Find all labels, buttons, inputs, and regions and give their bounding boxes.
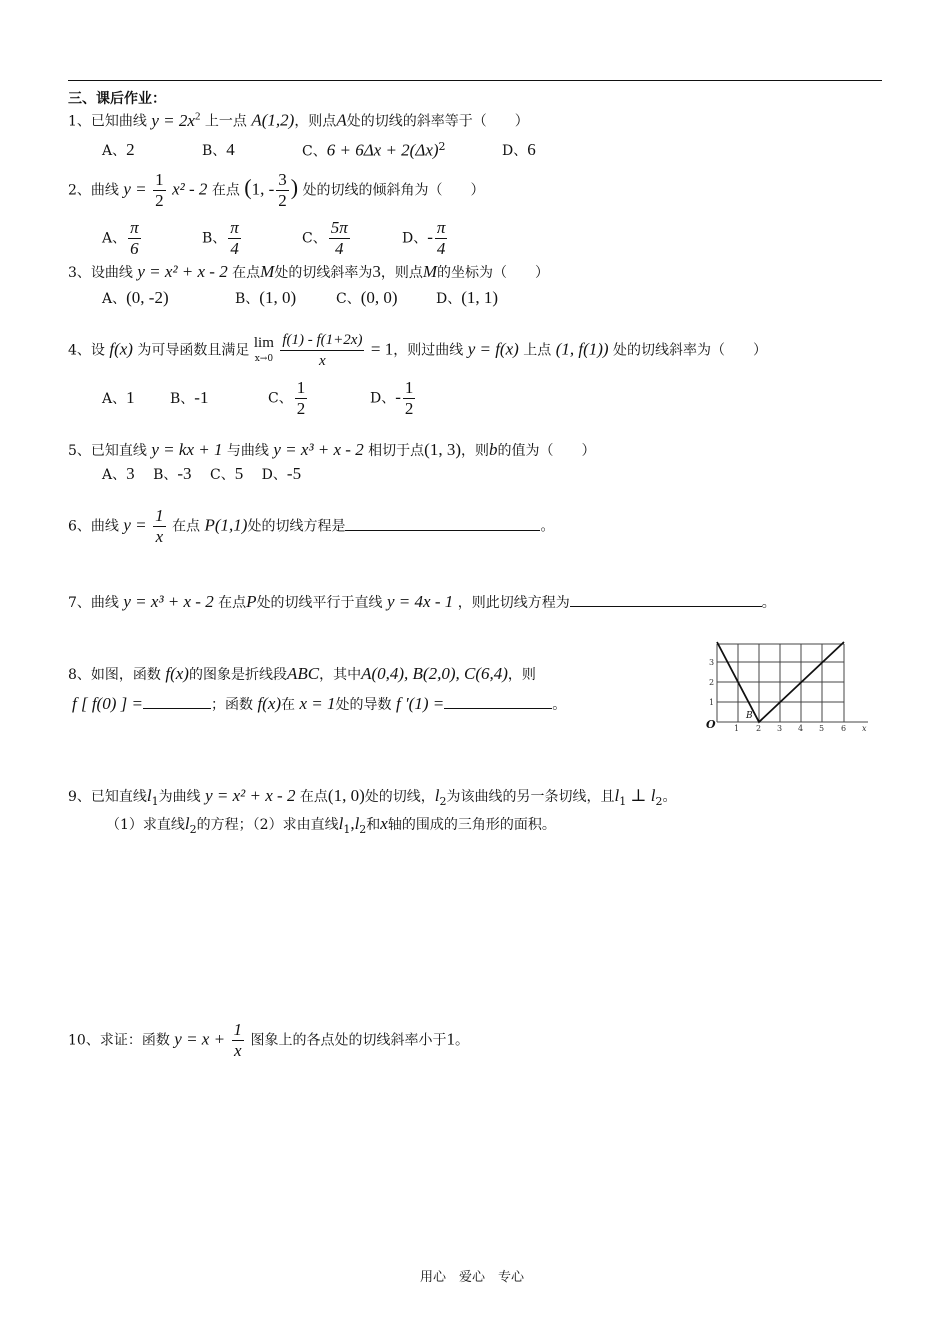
- question-2: 2、曲线 y = $\frac{1}{2}$ x² - 2 在点 (1, - $\frac{3}{2}$ ) 处的切线的倾斜角为（ ）: [68, 170, 485, 210]
- q3-option-c: C、(0, 0): [336, 288, 398, 307]
- q8-graph-origin: O: [706, 718, 716, 731]
- q8-graph-xlabel: x: [862, 724, 867, 733]
- q8-graph-xtick-4: 4: [798, 724, 804, 733]
- question-9-subparts: （1）求直线$l_2$的方程；（2）求由直线$l_1,l_2$和x轴的围成的三角形的面积。: [106, 814, 556, 836]
- q7-answer-blank[interactable]: [570, 606, 762, 607]
- q1-option-b: B、4: [202, 140, 235, 159]
- q2-option-c: C、 $\frac{5\pi}{4}$: [302, 218, 348, 258]
- q8-graph-ytick-2: 2: [709, 678, 715, 687]
- q8-graph-ytick-1: 1: [709, 698, 715, 707]
- q1-option-c: C、$6 + 6\Delta x + 2(\Delta x)^2$: [302, 140, 446, 160]
- q2-option-b: B、 $\frac{\pi}{4}$: [202, 218, 239, 258]
- question-5: 5、已知直线 y = kx + 1 与曲线 y = x³ + x - 2 相切于点(1, 3)，则b的值为（ ）: [68, 440, 596, 459]
- question-10: 10、求证：函数 y = x + $\frac{1}{x}$ 图象上的各点处的切线斜率小于1。: [68, 1020, 469, 1060]
- question-3: 3、设曲线 y = x² + x - 2 在点M处的切线斜率为3，则点M的坐标为（ ）: [68, 262, 550, 281]
- q3-option-a: A、(0, -2): [102, 288, 169, 307]
- q8-graph-grid: [717, 644, 868, 722]
- q8-answer-blank-2[interactable]: [444, 708, 552, 709]
- q4-option-a: A、1: [102, 388, 135, 407]
- question-7: 7、曲线 y = x³ + x - 2 在点P处的切线平行于直线 y = 4x - 1 ，则此切线方程为 。: [68, 592, 776, 611]
- q8-graph-xtick-2: 2: [756, 724, 762, 733]
- q8-graph: [698, 636, 878, 734]
- q1-option-a: A、2: [102, 140, 135, 159]
- q2-option-d: D、- $\frac{\pi}{4}$: [402, 218, 446, 258]
- question-8-line-2: f [ f(0) ] = ；函数 f(x)在 x = 1处的导数 f ′(1) = 。: [72, 694, 567, 713]
- q6-answer-blank[interactable]: [345, 530, 540, 531]
- question-9: 9、已知直线$l_1$为曲线 y = x² + x - 2 在点(1, 0)处的切线，$l_2$为该曲线的另一条切线，且$l_1$ ⊥ $l_2$。: [68, 786, 677, 808]
- q8-answer-blank-1[interactable]: [143, 708, 211, 709]
- q8-graph-xtick-6: 6: [841, 724, 847, 733]
- q5-options: A、3 B、-3 C、5 D、-5: [102, 464, 302, 483]
- q2-option-a: A、 $\frac{\pi}{6}$: [102, 218, 139, 258]
- section-title: 三、课后作业：: [68, 91, 166, 107]
- header-rule: [68, 80, 882, 81]
- question-6: 6、曲线 y = $\frac{1}{x}$ 在点 P(1,1)处的切线方程是 。: [68, 506, 555, 546]
- question-8: 8、如图，函数 f(x)的图象是折线段ABC，其中A(0,4), B(2,0), C(6,4)，则: [68, 664, 536, 683]
- q3-option-d: D、(1, 1): [436, 288, 499, 307]
- q4-option-c: C、 $\frac{1}{2}$: [268, 378, 306, 418]
- question-1: 1、已知曲线 $y = 2x^2$ 上一点 A(1,2)，则点A处的切线的斜率等于（ ）: [68, 110, 529, 130]
- q4-option-b: B、-1: [170, 388, 209, 407]
- q8-graph-ytick-3: 3: [709, 658, 715, 667]
- q3-option-b: B、(1, 0): [235, 288, 297, 307]
- q8-graph-point-b: B: [746, 711, 753, 721]
- question-4: 4、设 f(x) 为可导函数且满足 lim x→0 $\frac{f(1) - f(1+2x)}{x}$ = 1，则过曲线 y = f(x) 上点 (1, f(1)) 处的切线斜率为（ ）: [68, 332, 768, 369]
- q8-graph-xtick-1: 1: [734, 724, 740, 733]
- q8-graph-xtick-3: 3: [777, 724, 783, 733]
- q4-option-d: D、- $\frac{1}{2}$: [370, 378, 414, 418]
- footer: 用心 爱心 专心: [420, 1270, 525, 1285]
- q8-graph-xtick-5: 5: [819, 724, 825, 733]
- q1-option-d: D、6: [502, 140, 536, 159]
